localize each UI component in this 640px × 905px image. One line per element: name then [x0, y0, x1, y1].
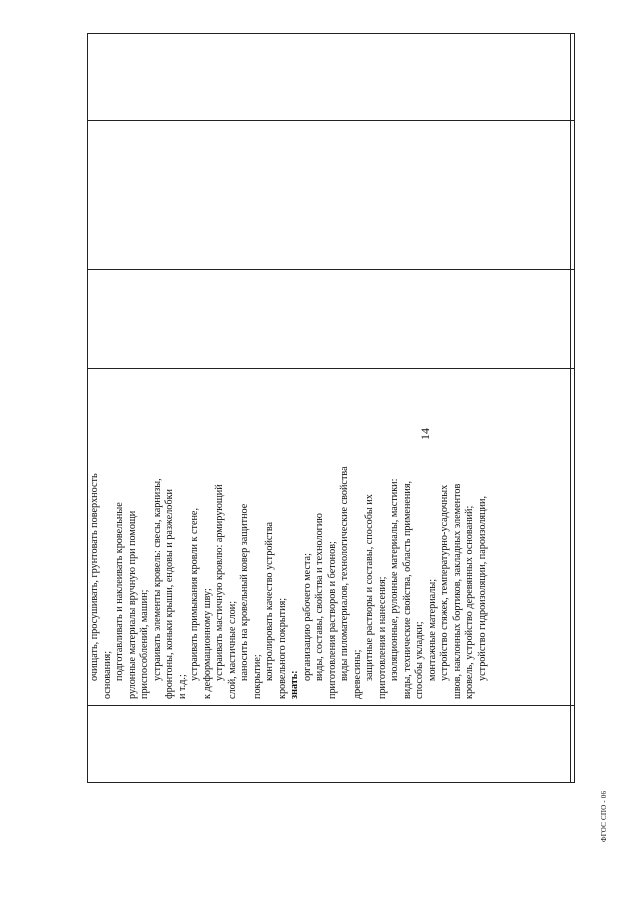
text-line: виды, технические свойства, область применения,	[401, 480, 413, 699]
text-line: наносить на кровельный ковер защитное	[239, 503, 250, 681]
text-line: и т.д.;	[176, 674, 188, 699]
text-line: устройство гидроизоляции, пароизоляции,	[476, 496, 488, 681]
text-line: виды, составы, свойства и технологию	[314, 513, 325, 681]
text-line: виды пиломатериалов, технологические свойства	[339, 466, 350, 681]
text-line: кровель, устройство деревянных оснований;	[464, 505, 475, 699]
text-line: подготавливать и наклеивать кровельные	[114, 502, 125, 681]
text-line: знать:	[289, 670, 300, 699]
page-footer: ФГОС СПО - 06	[600, 790, 608, 842]
table-row	[87, 33, 571, 783]
competency-cell	[571, 34, 574, 120]
text-line: швов, наклонных бортиков, закладных элементов	[451, 483, 463, 699]
text-line: фронтоны, коньки крыши, ендовы и разжелобки	[164, 489, 175, 699]
hours-cell	[88, 269, 570, 368]
text-line: приготовления растворов и бетонов;	[326, 541, 338, 699]
text-line: основания;	[101, 650, 113, 699]
text-line: очищать, просушивать, грунтовать поверхность	[89, 473, 100, 681]
text-line: рулонные материалы вручную при помощи	[126, 510, 138, 699]
text-line: контролировать качество устройства	[264, 521, 275, 681]
text-line: монтажные материалы;	[426, 578, 438, 681]
text-line: приготовления и нанесения;	[376, 576, 388, 699]
text-line: устраивать примыкания кровли к стене,	[189, 508, 200, 681]
requirements-cell	[88, 368, 570, 705]
text-line: устраивать элементы кровель: свесы, карнизы,	[151, 478, 163, 681]
page-number: 14	[418, 428, 432, 440]
text-line: устройство стяжек, температурно-усадочных	[439, 484, 450, 681]
text-line: приспособлений, машин;	[139, 589, 150, 699]
text-line: кровельного покрытия;	[276, 597, 288, 699]
text-line: защитные растворы и составы, способы их	[364, 494, 375, 681]
text-line: покрытие;	[251, 654, 263, 699]
text-line: изоляционные, рулонные материалы, мастики:	[389, 478, 400, 681]
text-line: слой, мастичные слои;	[226, 600, 238, 699]
text-line: древесины;	[351, 649, 363, 699]
text-line: устраивать мастичную кровлю: армирующий	[214, 484, 225, 681]
requirements-cell	[571, 368, 574, 705]
text-line: организацию рабочего места;	[301, 553, 313, 681]
table-row	[571, 33, 575, 783]
text-line: к деформационному шву;	[201, 588, 213, 699]
code-cell	[571, 705, 574, 782]
discipline-cell	[571, 120, 574, 269]
competency-cell	[88, 34, 570, 120]
text-line: способы укладки;	[414, 621, 425, 699]
code-cell	[88, 705, 570, 782]
discipline-cell	[88, 120, 570, 269]
hours-cell	[571, 269, 574, 368]
competency-table	[87, 33, 575, 783]
